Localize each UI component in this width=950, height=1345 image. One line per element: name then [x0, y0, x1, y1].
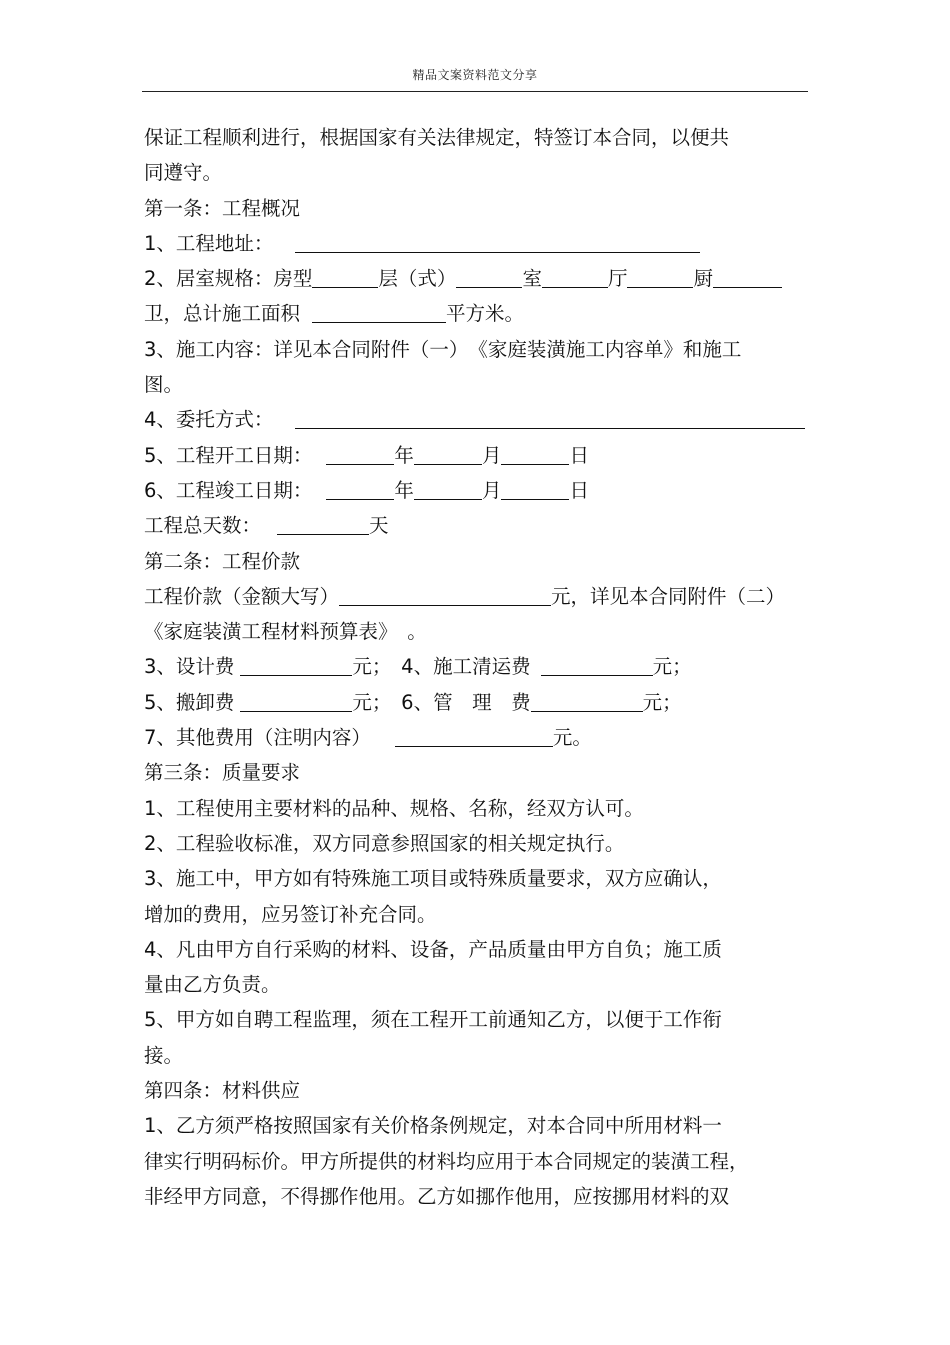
paragraph-line: 2、工程验收标准，双方同意参照国家的相关规定执行。 [144, 831, 625, 855]
field-total-days [144, 508, 824, 543]
paragraph-line: 5、甲方如自聘工程监理，须在工程开工前通知乙方，以便于工作衔 [144, 1008, 722, 1032]
unit-label: 层（式） [378, 267, 457, 291]
paragraph-line: 接。 [144, 1043, 184, 1067]
field-label: 1、工程地址： [144, 231, 274, 255]
blank-area [312, 302, 446, 323]
header-divider [142, 91, 808, 92]
paragraph-line: 1、乙方须严格按照国家有关价格条例规定，对本合同中所用材料一 [144, 1114, 722, 1138]
unit-label: 元； [652, 655, 692, 679]
field-fees-design-cleanup [144, 649, 824, 684]
field-room-spec [144, 261, 824, 296]
blank-commission [295, 408, 805, 429]
field-commission-method [144, 402, 824, 437]
field-start-date [144, 438, 824, 473]
field-other-fees [144, 720, 824, 755]
unit-label: 元； [642, 690, 682, 714]
field-label: 元； 6、管 理 费 [352, 690, 531, 714]
field-project-address [144, 226, 824, 261]
blank-other-fee [395, 726, 553, 747]
field-label: 卫，总计施工面积 [144, 302, 301, 326]
blank-room [456, 267, 522, 288]
unit-label: 天 [369, 514, 389, 538]
blank-amount [339, 585, 551, 606]
blank-month [414, 479, 482, 500]
field-label: 5、工程开工日期： [144, 443, 313, 467]
field-contract-price [144, 579, 824, 614]
field-label: 7、其他费用（注明内容） [144, 726, 371, 750]
blank-bath [713, 267, 782, 288]
page-header-title: 精品文案资料范文分享 [412, 68, 538, 82]
blank-day [501, 444, 569, 465]
paragraph-line: 量由乙方负责。 [144, 973, 281, 997]
blank-year [326, 444, 394, 465]
blank-cleanup-fee [541, 655, 653, 676]
section-heading-1: 第一条：工程概况 [144, 196, 301, 220]
blank-day [501, 479, 569, 500]
paragraph-line: 保证工程顺利进行，根据国家有关法律规定，特签订本合同，以便共 [144, 126, 730, 149]
unit-label: 厅 [607, 267, 628, 291]
section-heading-4: 第四条：材料供应 [144, 1079, 301, 1103]
blank-days [277, 514, 369, 535]
field-total-area [144, 296, 824, 331]
field-label: 工程价款（金额大写） [144, 584, 340, 608]
paragraph-line: 同遵守。 [144, 161, 223, 185]
blank-address [295, 232, 700, 253]
unit-label: 月 [481, 478, 502, 502]
field-label: 元； 4、施工清运费 [352, 655, 531, 679]
field-end-date [144, 473, 824, 508]
paragraph-line: 《家庭装潢工程材料预算表》 。 [144, 620, 427, 644]
field-label: 5、搬卸费 [144, 690, 235, 714]
paragraph-line: 1、工程使用主要材料的品种、规格、名称，经双方认可。 [144, 796, 644, 820]
field-label: 4、委托方式： [144, 408, 274, 432]
blank-hall [542, 267, 608, 288]
blank-month [414, 444, 482, 465]
blank-management-fee [531, 691, 643, 712]
section-heading-2: 第二条：工程价款 [144, 549, 301, 573]
section-heading-3: 第三条：质量要求 [144, 761, 301, 785]
unit-label: 年 [394, 478, 414, 502]
unit-label: 室 [522, 267, 542, 291]
field-fees-moving-management [144, 685, 824, 720]
unit-label: 日 [569, 443, 589, 467]
unit-label: 年 [394, 443, 414, 467]
blank-moving-fee [240, 691, 352, 712]
unit-label: 日 [569, 478, 589, 502]
paragraph-line: 3、施工内容：详见本合同附件（一） 《家庭装潢施工内容单》和施工 [144, 337, 742, 361]
blank-floor [312, 267, 378, 288]
field-text: 元，详见本合同附件（二） [551, 584, 786, 608]
paragraph-line: 3、施工中，甲方如有特殊施工项目或特殊质量要求，双方应确认， [144, 867, 722, 891]
paragraph-line: 律实行明码标价。甲方所提供的材料均应用于本合同规定的装潢工程， [144, 1149, 749, 1173]
field-label: 工程总天数： [144, 514, 262, 538]
blank-kitchen [627, 267, 693, 288]
blank-year [326, 479, 394, 500]
paragraph-line: 图。 [144, 373, 184, 397]
unit-label: 平方米。 [446, 302, 525, 326]
unit-label: 厨 [693, 267, 713, 291]
paragraph-line: 非经甲方同意，不得挪作他用。乙方如挪作他用，应按挪用材料的双 [144, 1184, 730, 1208]
field-label: 2、居室规格：房型 [144, 267, 313, 291]
paragraph-line: 增加的费用，应另签订补充合同。 [144, 902, 437, 926]
blank-design-fee [240, 655, 352, 676]
contract-body [144, 120, 824, 1214]
field-label: 3、设计费 [144, 655, 235, 679]
paragraph-line: 4、凡由甲方自行采购的材料、设备，产品质量由甲方自负；施工质 [144, 937, 722, 961]
unit-label: 月 [481, 443, 502, 467]
unit-label: 元。 [552, 726, 592, 750]
field-label: 6、工程竣工日期： [144, 478, 313, 502]
